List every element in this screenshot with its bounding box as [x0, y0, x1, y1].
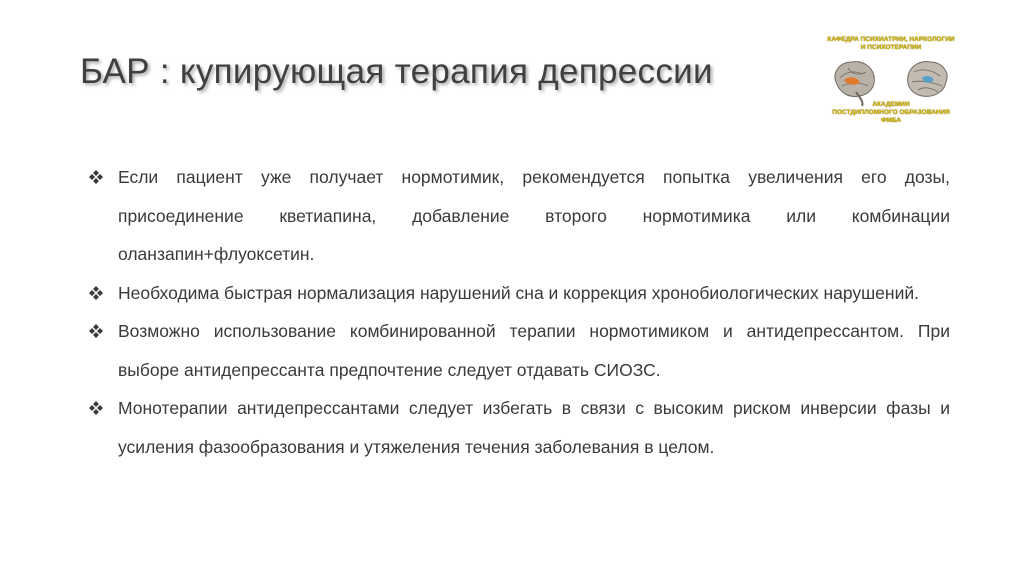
diamond-bullet-icon — [88, 285, 104, 301]
bullet-item — [88, 312, 950, 389]
diamond-bullet-icon — [88, 169, 104, 185]
bullet-text: Монотерапии антидепрессантами следует избегать в связи с высоким риском инверсии фазы и усиления фазообразования и утяжеления течения заболевания в целом. — [118, 398, 950, 457]
logo-top-text: КАФЕДРА ПСИХИАТРИИ, НАРКОЛОГИИ И ПСИХОТЕРАПИИ — [827, 36, 955, 51]
logo-bottom-text-2: ПОСТДИПЛОМНОГО ОБРАЗОВАНИЯ — [832, 109, 950, 116]
bullet-text: Если пациент уже получает нормотимик, рекомендуется попытка увеличения его дозы, присоединение кветиапина, добавление второго нормотимика или комбинации оланзапин+флуоксетин. — [118, 167, 950, 264]
diamond-bullet-icon — [88, 400, 104, 416]
bullet-text: Возможно использование комбинированной терапии нормотимиком и антидепрессантом. При выборе антидепрессанта предпочтение следует отдавать СИОЗС. — [118, 321, 950, 380]
logo-bottom-text-1: АКАДЕМИИ — [872, 101, 910, 108]
bullet-list — [88, 158, 950, 466]
bullet-item — [88, 274, 950, 313]
logo-bottom-text-3: ФМБА — [880, 117, 902, 124]
bullet-item — [88, 389, 950, 466]
department-logo — [826, 36, 956, 132]
bullet-text: Необходима быстрая нормализация нарушений сна и коррекция хронобиологических нарушений. — [118, 282, 919, 303]
bullet-item — [88, 158, 950, 274]
diamond-bullet-icon — [88, 323, 104, 339]
slide-title: БАР : купирующая терапия депрессии — [80, 52, 713, 91]
